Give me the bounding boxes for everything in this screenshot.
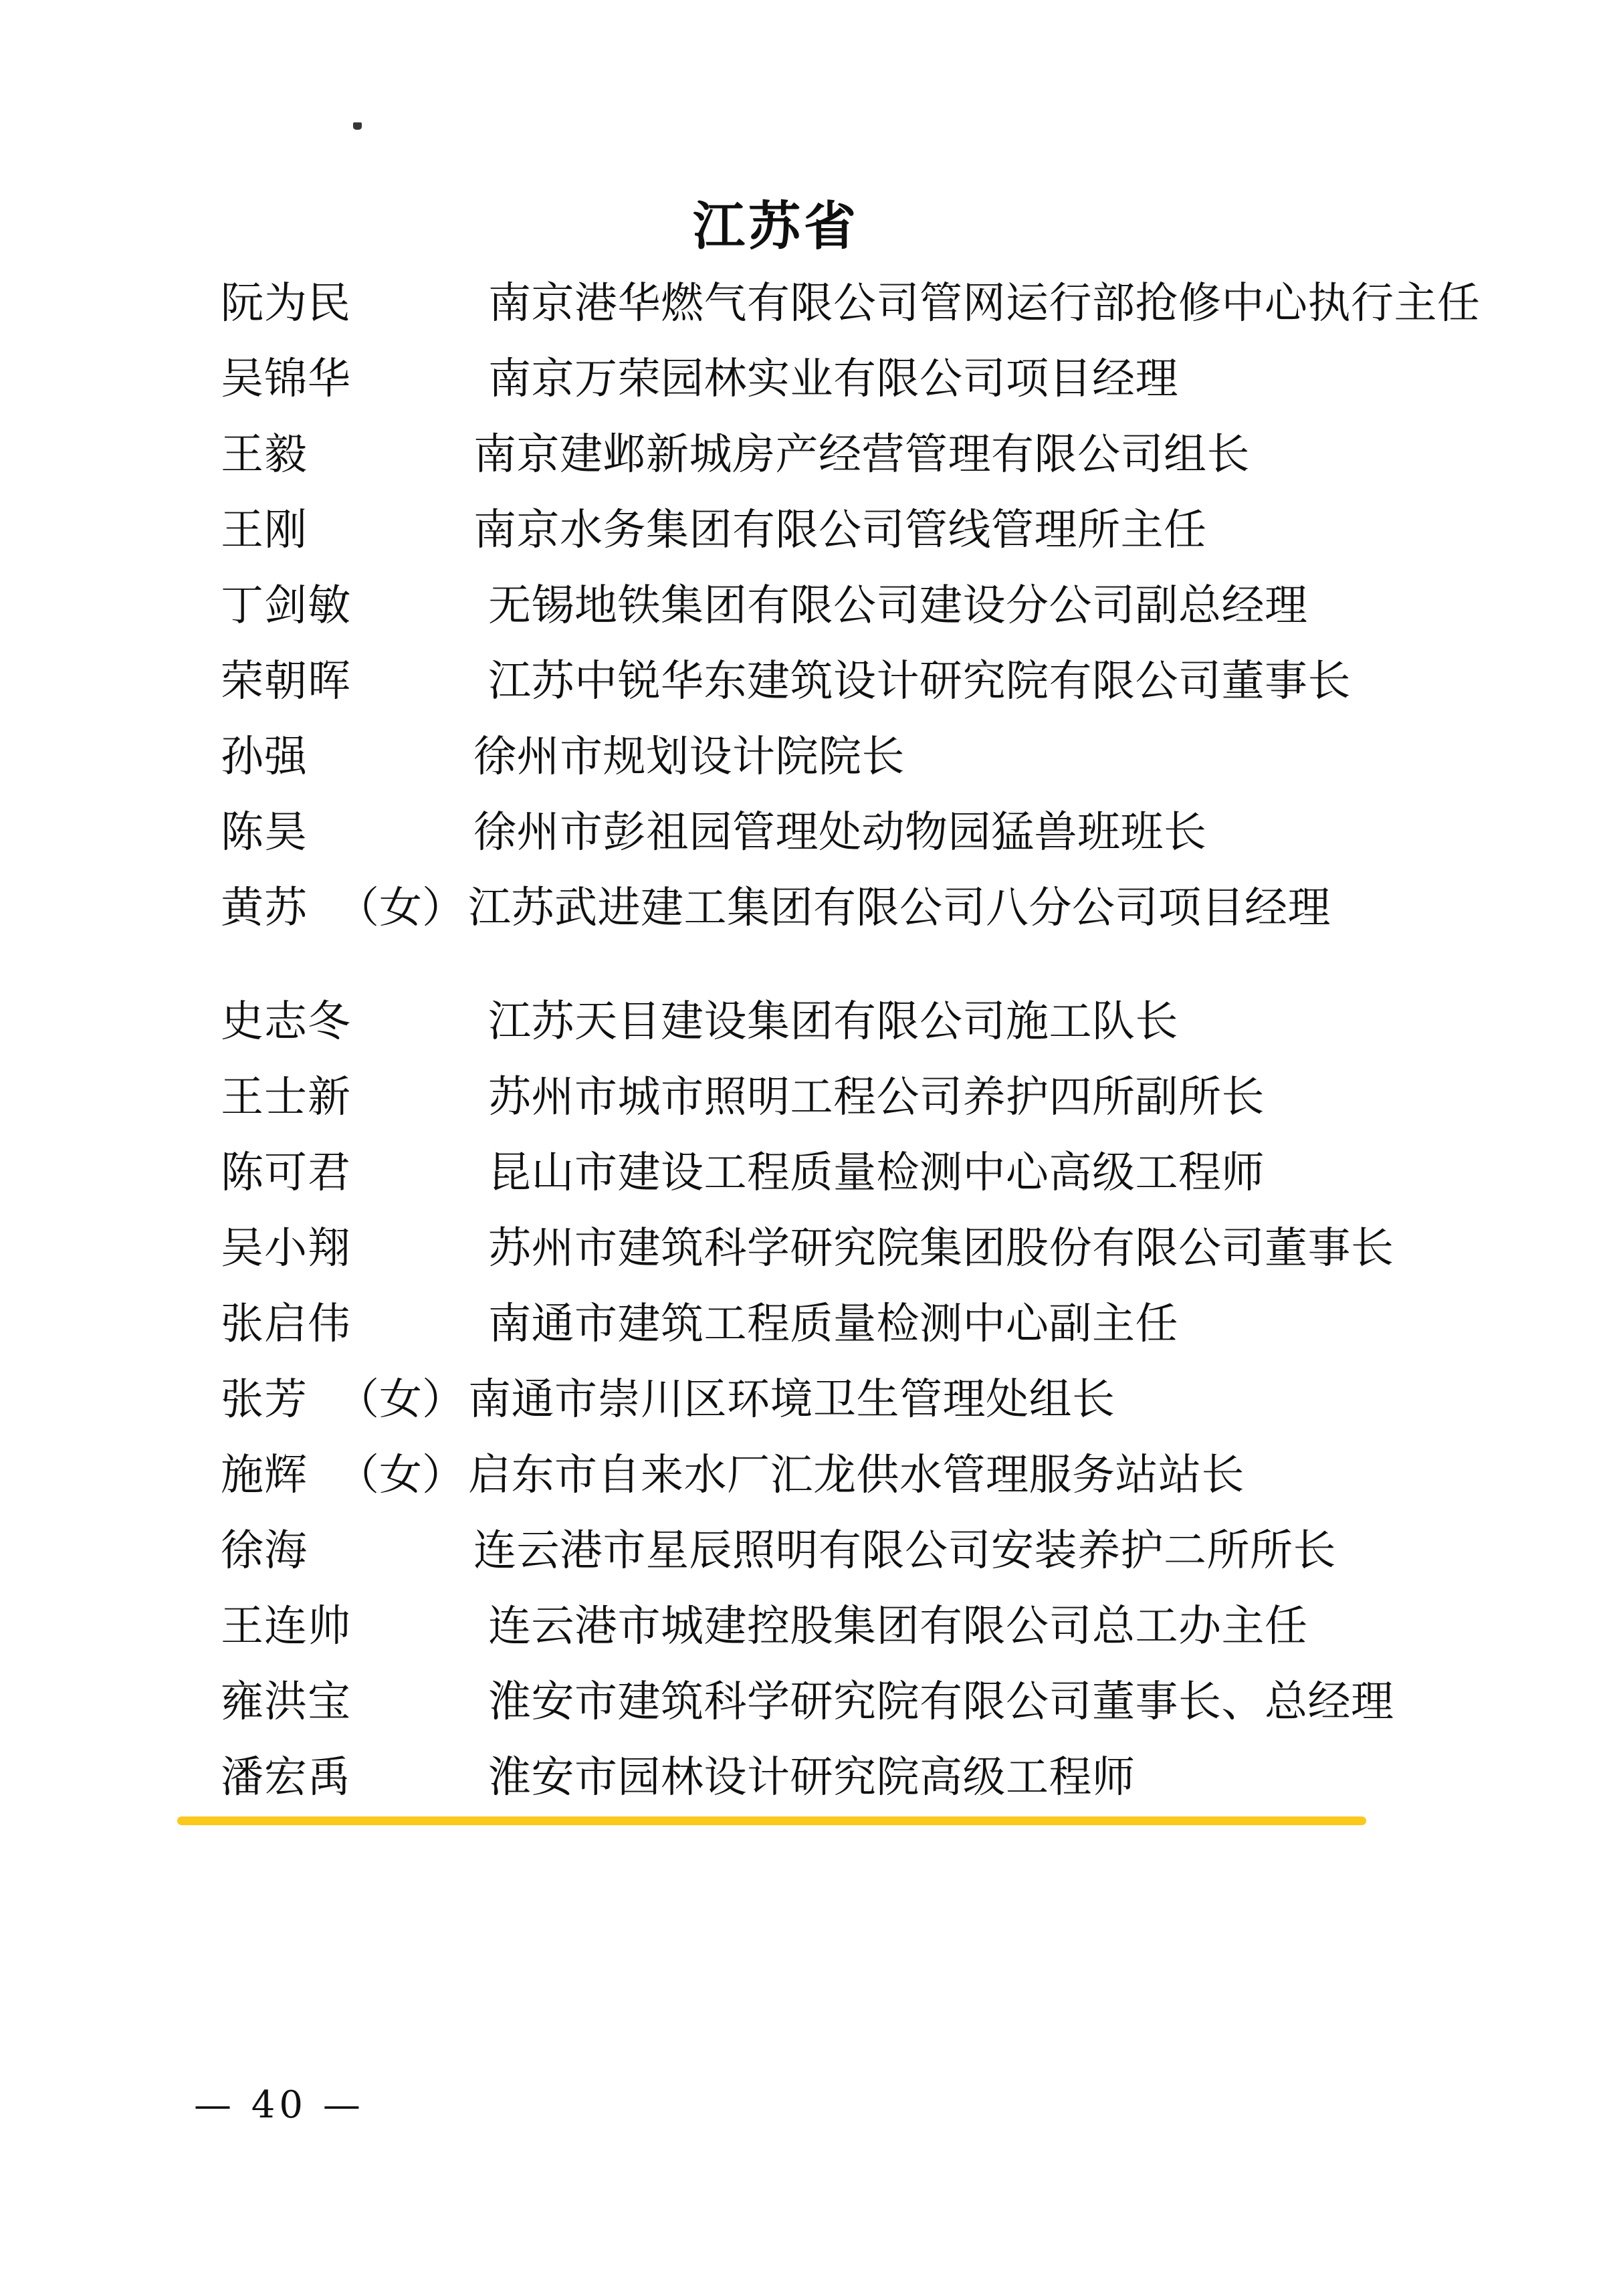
honoree-gender-marker: （女）	[336, 883, 465, 933]
honoree-position: 南京万荣园林实业有限公司项目经理	[488, 354, 1178, 404]
honoree-name: 荣朝晖	[221, 657, 351, 706]
honoree-name: 张启伟	[221, 1299, 351, 1349]
honoree-name: 张芳	[221, 1375, 308, 1425]
honoree-position: 启东市自来水厂汇龙供水管理服务站站长	[468, 1451, 1245, 1500]
honoree-row	[0, 1375, 1619, 1454]
honoree-name: 黄苏	[221, 883, 308, 933]
honoree-name: 丁剑敏	[221, 581, 351, 631]
honoree-row	[0, 430, 1619, 509]
honoree-row	[0, 1073, 1619, 1152]
honoree-position: 江苏天目建设集团有限公司施工队长	[488, 997, 1178, 1047]
honoree-row	[0, 1677, 1619, 1756]
honoree-row	[0, 1148, 1619, 1227]
honoree-position: 南京港华燃气有限公司管网运行部抢修中心执行主任	[488, 279, 1481, 328]
honoree-position: 南通市建筑工程质量检测中心副主任	[488, 1299, 1178, 1349]
honoree-position: 无锡地铁集团有限公司建设分公司副总经理	[488, 581, 1308, 631]
honoree-name: 王毅	[221, 430, 308, 480]
honoree-gender-marker: （女）	[336, 1451, 465, 1500]
honoree-name: 徐海	[221, 1526, 308, 1576]
honoree-row	[0, 732, 1619, 811]
honoree-name: 陈昊	[221, 808, 308, 857]
honoree-position: 淮安市建筑科学研究院有限公司董事长、总经理	[488, 1677, 1394, 1727]
honoree-name: 潘宏禹	[221, 1753, 351, 1802]
honoree-name: 吴小翔	[221, 1224, 351, 1273]
honoree-row	[0, 1602, 1619, 1681]
honoree-position: 江苏中锐华东建筑设计研究院有限公司董事长	[488, 657, 1351, 706]
honoree-name: 王士新	[221, 1073, 351, 1122]
honoree-row	[0, 1224, 1619, 1303]
honoree-name: 史志冬	[221, 997, 351, 1047]
honoree-row	[0, 808, 1619, 887]
honoree-row	[0, 354, 1619, 433]
honoree-position: 淮安市园林设计研究院高级工程师	[488, 1753, 1136, 1802]
honoree-row	[0, 1451, 1619, 1530]
honoree-gender-marker: （女）	[336, 1375, 465, 1425]
honoree-row	[0, 1526, 1619, 1605]
honoree-name: 王刚	[221, 506, 308, 555]
honoree-name: 雍洪宝	[221, 1677, 351, 1727]
honoree-name: 陈可君	[221, 1148, 351, 1198]
yellow-highlight-underline	[177, 1816, 1366, 1825]
honoree-name: 施辉	[221, 1451, 308, 1500]
honoree-position: 连云港市城建控股集团有限公司总工办主任	[488, 1602, 1308, 1651]
honoree-name: 孙强	[221, 732, 308, 782]
honoree-list	[0, 279, 1619, 1832]
honoree-position: 南京建邺新城房产经营管理有限公司组长	[473, 430, 1250, 480]
honoree-row	[0, 997, 1619, 1076]
honoree-row	[0, 657, 1619, 736]
honoree-position: 南通市崇川区环境卫生管理处组长	[468, 1375, 1115, 1425]
honoree-position: 苏州市建筑科学研究院集团股份有限公司董事长	[488, 1224, 1394, 1273]
honoree-position: 江苏武进建工集团有限公司八分公司项目经理	[468, 883, 1331, 933]
page-title: 江苏省	[692, 197, 859, 257]
honoree-row	[0, 506, 1619, 585]
honoree-position: 连云港市星辰照明有限公司安装养护二所所长	[473, 1526, 1336, 1576]
honoree-row	[0, 279, 1619, 358]
scan-artifact-speck	[353, 122, 362, 130]
honoree-row	[0, 581, 1619, 660]
honoree-row	[0, 1299, 1619, 1378]
honoree-row	[0, 883, 1619, 962]
honoree-position: 苏州市城市照明工程公司养护四所副所长	[488, 1073, 1265, 1122]
honoree-position: 南京水务集团有限公司管线管理所主任	[473, 506, 1207, 555]
honoree-name: 王连帅	[221, 1602, 351, 1651]
honoree-position: 昆山市建设工程质量检测中心高级工程师	[488, 1148, 1265, 1198]
honoree-position: 徐州市规划设计院院长	[473, 732, 905, 782]
honoree-name: 阮为民	[221, 279, 351, 328]
honoree-position: 徐州市彭祖园管理处动物园猛兽班班长	[473, 808, 1207, 857]
honoree-name: 吴锦华	[221, 354, 351, 404]
page-number: — 40 —	[194, 2083, 364, 2127]
